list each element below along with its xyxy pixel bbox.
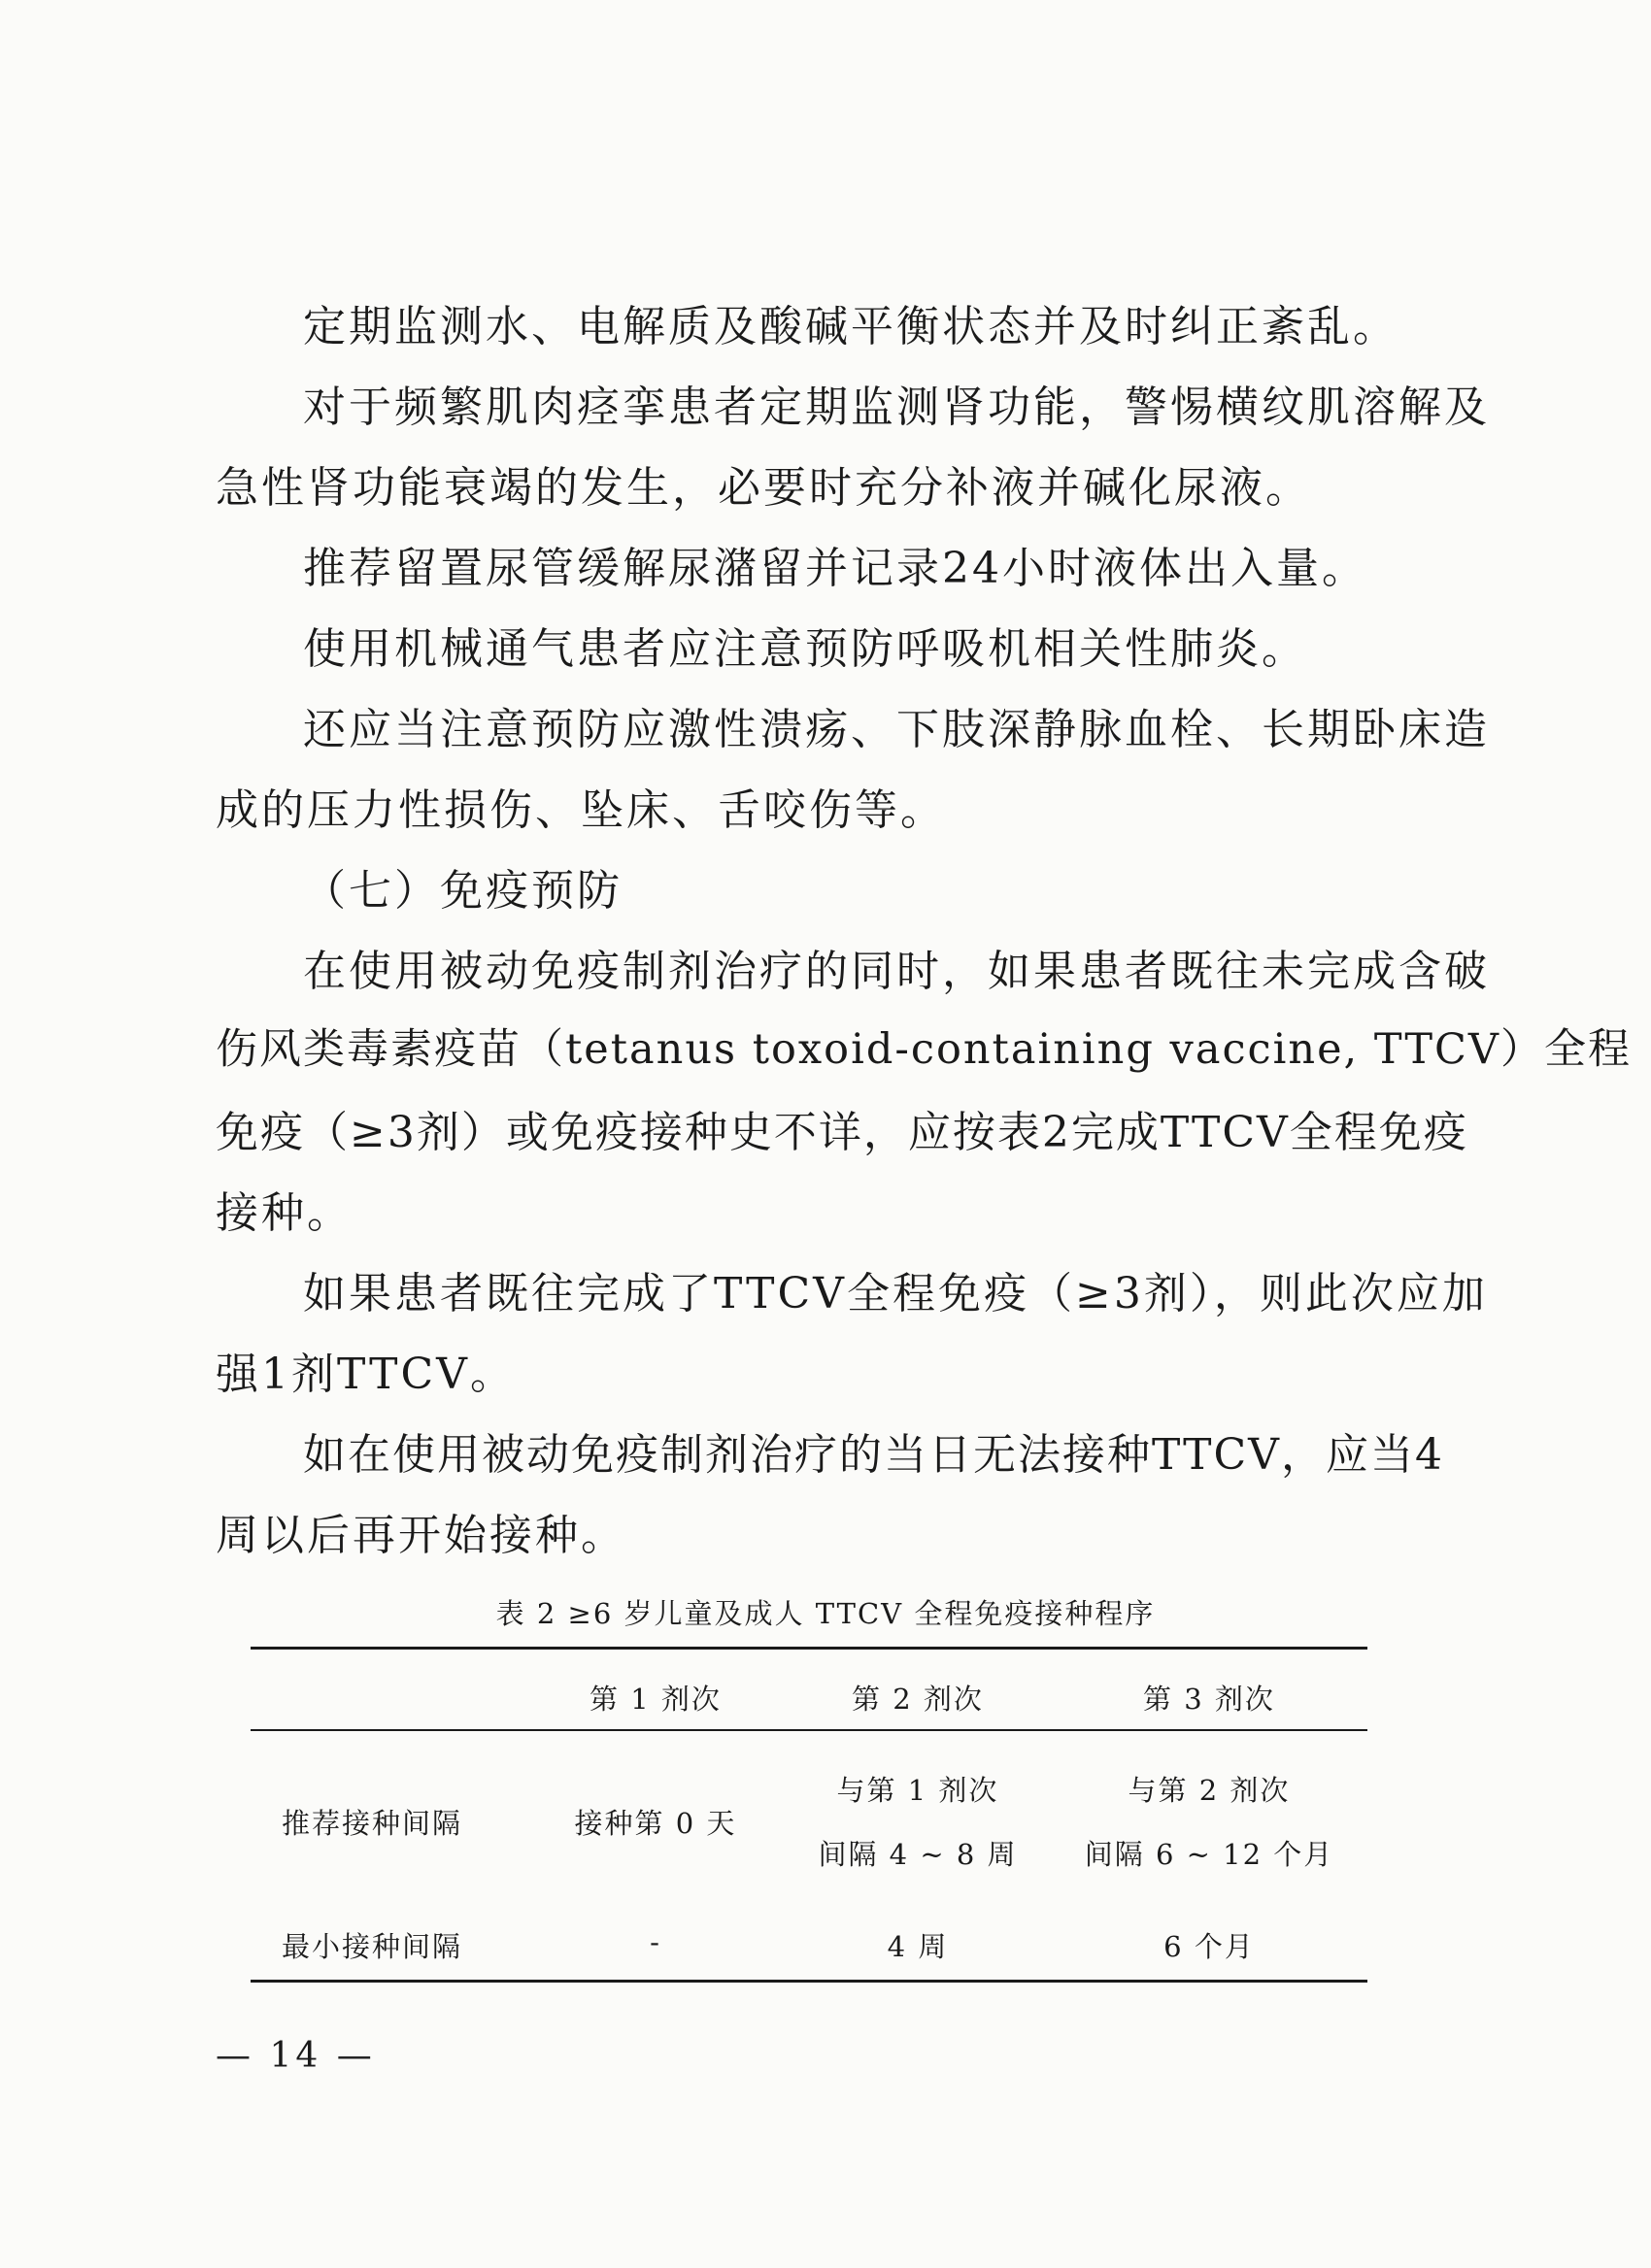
- table-row-label: 推荐接种间隔: [282, 1807, 463, 1840]
- table-cell: 间隔 4 ~ 8 周: [818, 1838, 1018, 1871]
- table-top-rule: [251, 1647, 1367, 1650]
- body-text-line: 接种。: [216, 1188, 353, 1238]
- table-header-dose3: 第 3 剂次: [1143, 1683, 1275, 1716]
- table-cell: 6 个月: [1163, 1930, 1255, 1963]
- body-text-line: 成的压力性损伤、坠床、舌咬伤等。: [216, 785, 946, 835]
- body-text-line: 定期监测水、电解质及酸碱平衡状态并及时纠正紊乱。: [303, 302, 1398, 351]
- table-header-rule: [251, 1729, 1367, 1731]
- body-text-line: 还应当注意预防应激性溃疡、下肢深静脉血栓、长期卧床造: [303, 705, 1490, 754]
- body-text-line: 对于频繁肌肉痉挛患者定期监测肾功能，警惕横纹肌溶解及: [303, 383, 1490, 432]
- table-cell: 接种第 0 天: [574, 1807, 737, 1840]
- table-header-dose1: 第 1 剂次: [590, 1683, 722, 1716]
- body-text-line: 在使用被动免疫制剂治疗的同时，如果患者既往未完成含破: [303, 947, 1490, 996]
- body-text-line: 强1剂TTCV。: [216, 1350, 516, 1399]
- section-heading: （七）免疫预防: [303, 866, 623, 916]
- body-text-line: 周以后再开始接种。: [216, 1511, 626, 1560]
- body-text-line: 如果患者既往完成了TTCV全程免疫（≥3剂），则此次应加: [303, 1269, 1488, 1318]
- body-text-line: 免疫（≥3剂）或免疫接种史不详，应按表2完成TTCV全程免疫: [216, 1108, 1468, 1157]
- table-cell: 与第 2 剂次: [1128, 1774, 1291, 1807]
- body-text-line: 伤风类毒素疫苗（tetanus toxoid-containing vaccine, TTCV）全程: [216, 1025, 1632, 1074]
- table-caption: 表 2 ≥6 岁儿童及成人 TTCV 全程免疫接种程序: [495, 1597, 1156, 1630]
- table-cell: 与第 1 剂次: [836, 1774, 999, 1807]
- table-cell: 4 周: [887, 1930, 949, 1963]
- table-header-dose2: 第 2 剂次: [852, 1683, 984, 1716]
- body-text-line: 如在使用被动免疫制剂治疗的当日无法接种TTCV，应当4: [303, 1430, 1444, 1480]
- body-text-line: 急性肾功能衰竭的发生，必要时充分补液并碱化尿液。: [216, 463, 1311, 513]
- table-bottom-rule: [251, 1980, 1367, 1983]
- table-cell: 间隔 6 ~ 12 个月: [1084, 1838, 1334, 1871]
- table-cell: -: [650, 1925, 661, 1958]
- page-number: — 14 —: [216, 2036, 376, 2076]
- body-text-line: 使用机械通气患者应注意预防呼吸机相关性肺炎。: [303, 624, 1307, 674]
- table-row-label: 最小接种间隔: [282, 1930, 463, 1963]
- body-text-line: 推荐留置尿管缓解尿潴留并记录24小时液体出入量。: [303, 544, 1367, 593]
